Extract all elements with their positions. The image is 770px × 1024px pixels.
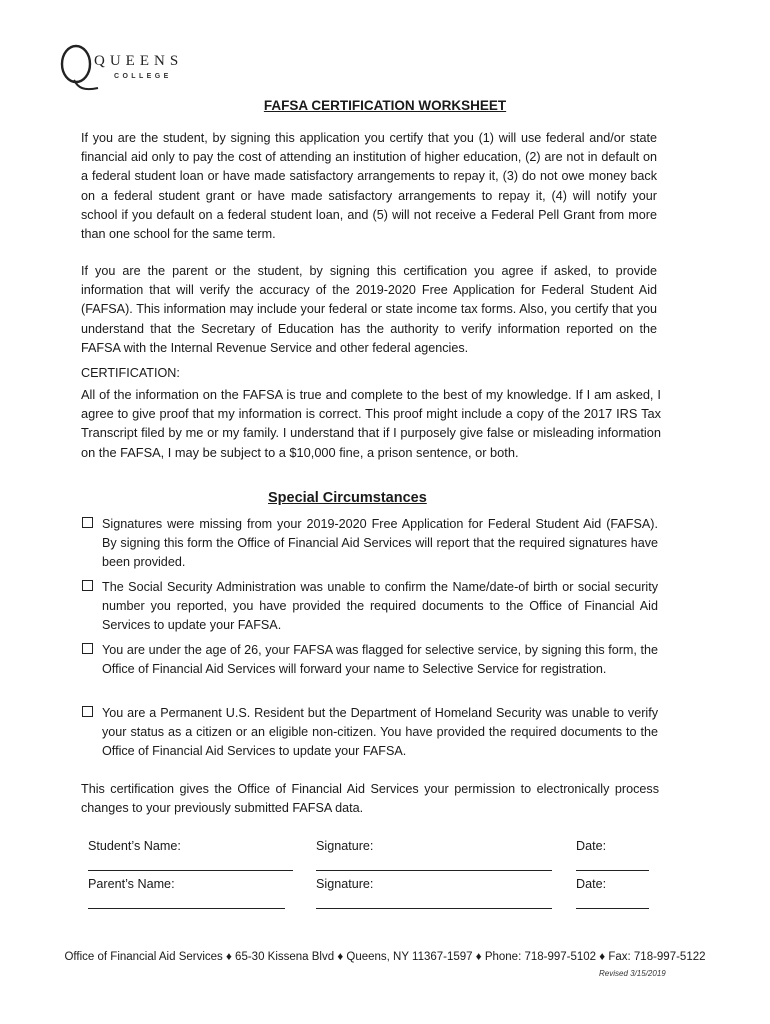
parent-name-label: Parent’s Name: [88, 877, 175, 891]
student-signature-label: Signature: [316, 839, 374, 853]
student-date-line[interactable] [576, 870, 649, 871]
parent-date-label: Date: [576, 877, 607, 891]
student-name-label: Student’s Name: [88, 839, 181, 853]
parent-certification-paragraph: If you are the parent or the student, by signing this certification you agree if asked, to provide information that will verify the accuracy of the 2019-2020 Free Application for Federal Student Aid (FAFSA). This information may include your federal or state income tax forms. Also, you certify that you understand that the Secretary of Education has the authority to verify information reported on the FAFSA with the Internal Revenue Service and other federal agencies. [81, 264, 657, 355]
student-date-label: Date: [576, 839, 607, 853]
special-circumstance-text: You are a Permanent U.S. Resident but the Department of Homeland Security was unable to verify your status as a citizen or an eligible non-citizen. You have provided the required documents to the Office of Financial Aid Services to update your FAFSA. [102, 706, 658, 758]
special-circumstance-item [80, 578, 660, 640]
student-name-line[interactable] [88, 870, 293, 871]
parent-date-line[interactable] [576, 908, 649, 909]
parent-signature-label: Signature: [316, 877, 374, 891]
special-circumstance-item [80, 515, 660, 577]
parent-signature-line[interactable] [316, 908, 552, 909]
selective-service-checkbox[interactable] [82, 643, 93, 654]
certification-text: All of the information on the FAFSA is true and complete to the best of my knowledge. If I am asked, I agree to give proof that my information is correct. This proof might include a copy of the 2017 IRS Tax Transcript filed by me or my family. I understand that if I purposely give false or misleading information on the FAFSA, I may be subject to a $10,000 fine, a prison sentence, or both. [81, 387, 661, 460]
special-circumstance-text: Signatures were missing from your 2019-2020 Free Application for Federal Student Aid (FAFSA). By signing this form the Office of Financial Aid Services will report that the required signatures have been provided. [102, 517, 658, 569]
document-title: FAFSA CERTIFICATION WORKSHEET [263, 98, 507, 113]
logo-subtitle: COLLEGE [114, 73, 172, 80]
ssa-unconfirmed-checkbox[interactable] [82, 580, 93, 591]
special-circumstance-item [80, 704, 660, 766]
special-circumstances-heading: Special Circumstances [268, 490, 427, 506]
student-signature-line[interactable] [316, 870, 552, 871]
permanent-resident-checkbox[interactable] [82, 706, 93, 717]
student-certification-paragraph: If you are the student, by signing this application you certify that you (1) will use federal and/or state financial aid only to pay the cost of attending an institution of higher education, (2) are not in default on a federal student loan or have made satisfactory arrangements to repay it, (3) do not owe money back on a federal student grant or have made satisfactory arrangements to repay it, (4) will notify your school if you default on a federal student loan, and (5) will not receive a Federal Pell Grant from more than one school for the same term. [81, 131, 657, 242]
closing-paragraph: This certification gives the Office of Financial Aid Services your permission to electronically process changes to your previously submitted FAFSA data. [81, 782, 659, 816]
logo-name: QUEENS [94, 53, 184, 69]
certification-heading: CERTIFICATION: [81, 366, 180, 380]
queens-college-logo [58, 42, 218, 94]
parent-name-line[interactable] [88, 908, 285, 909]
revision-date: Revised 3/15/2019 [599, 969, 666, 978]
signatures-missing-checkbox[interactable] [82, 517, 93, 528]
special-circumstance-text: The Social Security Administration was unable to confirm the Name/date-of birth or social security number you reported, you have provided the required documents to the Office of Financial Aid Services to update your FAFSA. [102, 580, 658, 632]
special-circumstance-text: You are under the age of 26, your FAFSA was flagged for selective service, by signing this form, the Office of Financial Aid Services will forward your name to Selective Service for registration. [102, 643, 658, 676]
special-circumstance-item [80, 641, 660, 703]
office-contact-footer: Office of Financial Aid Services ♦ 65-30 Kissena Blvd ♦ Queens, NY 11367-1597 ♦ Phone: 718-997-5102 ♦ Fax: 718-997-5122 [64, 951, 706, 963]
